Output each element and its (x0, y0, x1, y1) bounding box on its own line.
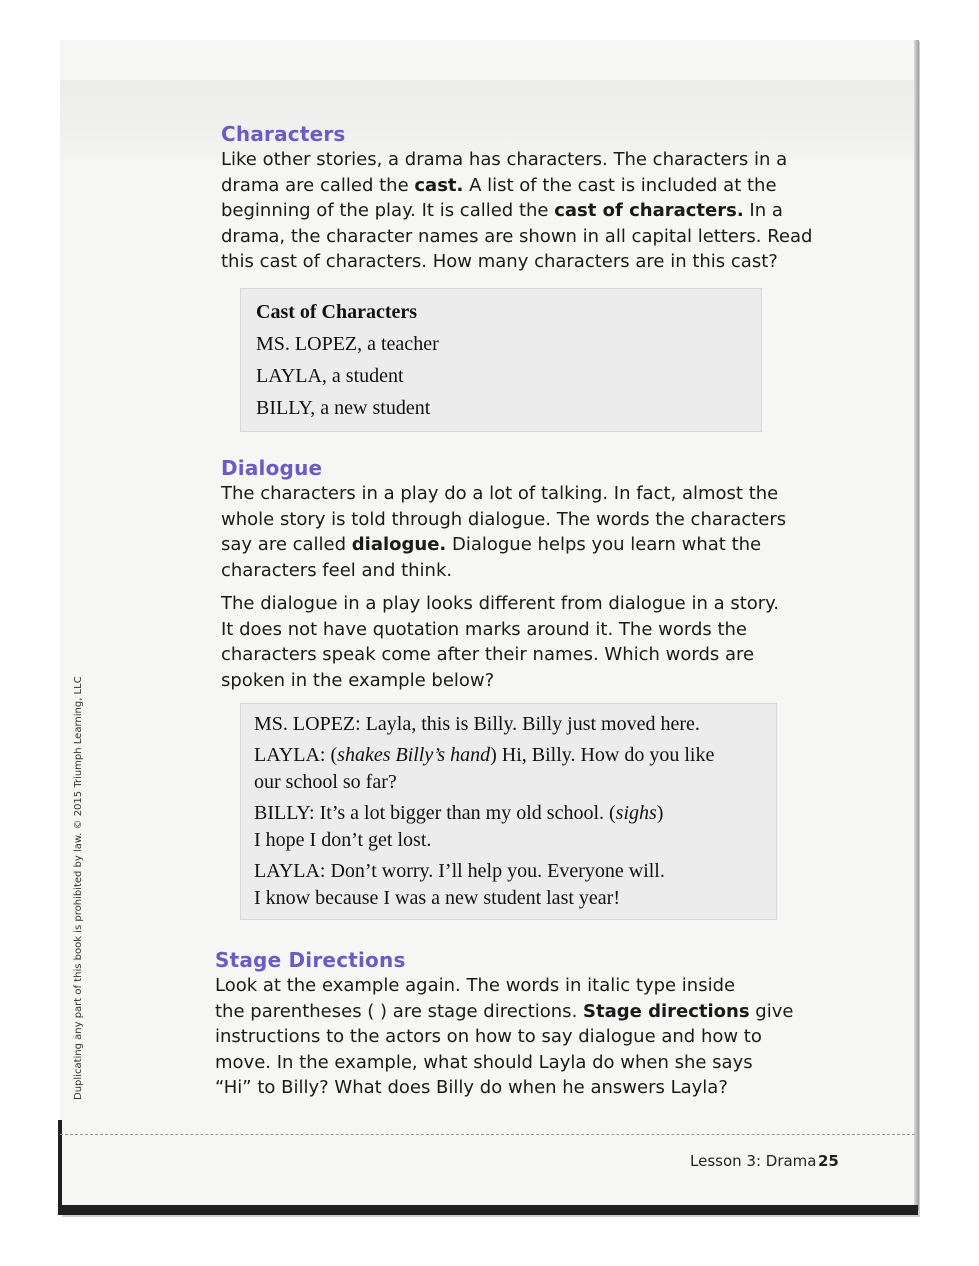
characters-line-5: this cast of characters. How many characters are in this cast? (221, 251, 778, 272)
dialogue-line: spoken in the example below? (221, 669, 495, 691)
stage-line: instructions to the actors on how to say dialogue and how to (215, 1026, 762, 1047)
example-line: LAYLA: Don’t worry. I’ll help you. Everyone will. (254, 860, 665, 882)
characters-line-4: drama, the character names are shown in all capital letters. Read (221, 225, 813, 247)
example-line: I hope I don’t get lost. (254, 829, 432, 851)
dialogue-heading: Dialogue (221, 456, 323, 480)
page-edge-bottom (60, 1205, 918, 1215)
copyright-credit: Duplicating any part of this book is prohibited by law. © 2015 Triumph Learning, LLC (73, 676, 84, 1100)
cast-item: MS. LOPEZ, a teacher (256, 333, 439, 355)
example-line: I know because I was a new student last year! (254, 887, 620, 909)
characters-line-1: Like other stories, a drama has characters. The characters in a (221, 149, 788, 170)
dialogue-line: It does not have quotation marks around it. The words the (221, 618, 748, 640)
cast-item: BILLY, a new student (256, 397, 431, 419)
dialogue-line: whole story is told through dialogue. The words the characters (221, 508, 787, 530)
page-edge-right (914, 40, 919, 1210)
dialogue-line: say are called dialogue. Dialogue helps you learn what the (221, 534, 762, 555)
characters-line-3: beginning of the play. It is called the cast of characters. In a (221, 200, 783, 221)
cast-item: LAYLA, a student (256, 365, 404, 387)
dialogue-line: The characters in a play do a lot of talking. In fact, almost the (221, 483, 779, 504)
example-line: LAYLA: (shakes Billy’s hand) Hi, Billy. How do you like (254, 744, 715, 766)
example-line: BILLY: It’s a lot bigger than my old school. (sighs) (254, 802, 664, 824)
footer-lesson: Lesson 3: Drama (690, 1152, 817, 1170)
example-line: MS. LOPEZ: Layla, this is Billy. Billy just moved here. (254, 713, 700, 735)
example-box (240, 703, 777, 920)
dialogue-paragraph-1 (221, 481, 821, 583)
characters-heading: Characters (221, 122, 346, 146)
stage-directions-paragraph (215, 973, 815, 1101)
page-number: 25 (818, 1152, 839, 1170)
dialogue-line: characters feel and think. (221, 559, 453, 581)
example-line: our school so far? (254, 771, 397, 793)
stage-line: move. In the example, what should Layla do when she says (215, 1051, 753, 1073)
stage-line: the parentheses ( ) are stage directions. Stage directions give (215, 1000, 794, 1022)
cast-title: Cast of Characters (256, 301, 418, 323)
dialogue-line: characters speak come after their names. Which words are (221, 644, 755, 665)
stage-line: “Hi” to Billy? What does Billy do when he answers Layla? (215, 1077, 728, 1098)
cast-box (240, 288, 762, 432)
stage-line: Look at the example again. The words in italic type inside (215, 975, 736, 996)
characters-paragraph (221, 147, 821, 275)
dialogue-paragraph-2 (221, 591, 821, 693)
footer-divider (60, 1134, 915, 1135)
dialogue-line: The dialogue in a play looks different from dialogue in a story. (221, 593, 779, 614)
stage-directions-heading: Stage Directions (215, 948, 406, 972)
characters-line-2: drama are called the cast. A list of the cast is included at the (221, 174, 777, 196)
